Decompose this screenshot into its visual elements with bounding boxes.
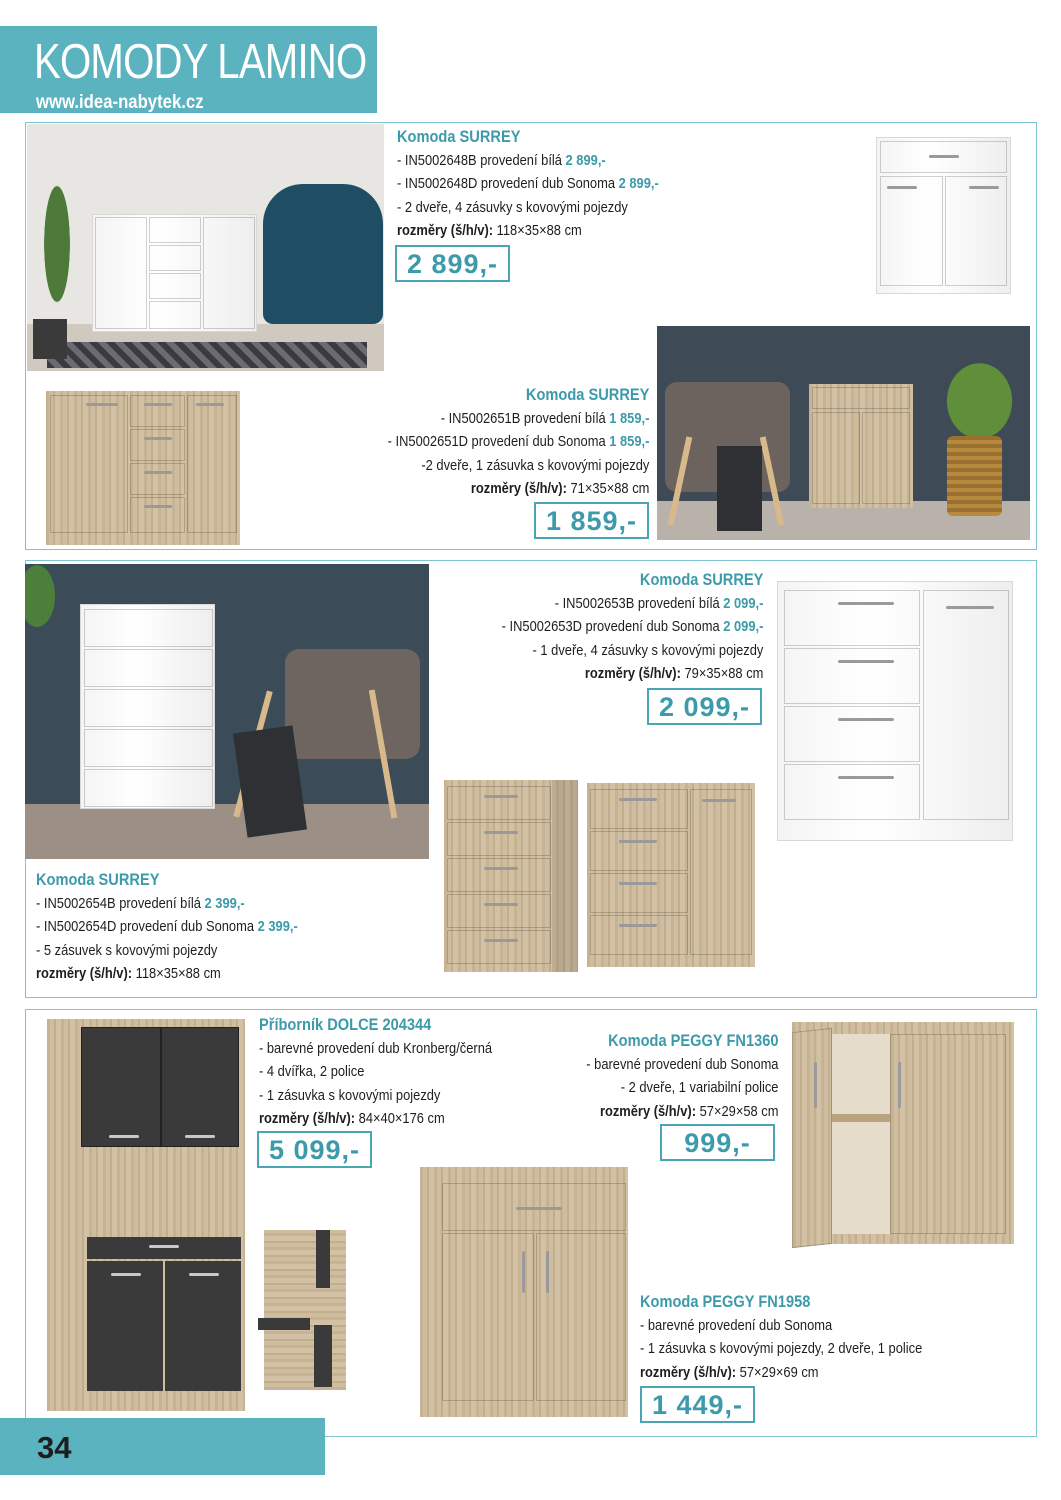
product-image-peggy-fn1360 bbox=[792, 1022, 1014, 1244]
product-image-surrey-79-oak bbox=[587, 783, 755, 967]
variant-price: 2 099,- bbox=[722, 594, 763, 612]
variant-price: 2 899,- bbox=[565, 151, 606, 169]
page-number: 34 bbox=[37, 1430, 72, 1465]
product-info-peggy-fn1360 bbox=[555, 1029, 778, 1123]
product-title: Komoda PEGGY FN1360 bbox=[607, 1031, 778, 1050]
product-feature: - 2 dveře, 4 zásuvky s kovovými pojezdy bbox=[397, 198, 628, 216]
variant-oak: - IN5002648D provedení dub Sonoma 2 899,- bbox=[397, 175, 659, 192]
variant-white: - IN5002648B provedení bílá 2 899,- bbox=[397, 151, 606, 169]
product-title: Komoda SURREY bbox=[525, 385, 649, 404]
variant-price: 2 399,- bbox=[257, 918, 298, 935]
product-info-surrey-79 bbox=[459, 568, 763, 686]
product-feature: - barevné provedení dub Kronberg/černá bbox=[259, 1039, 493, 1057]
product-dimensions: rozměry (š/h/v): 71×35×88 cm bbox=[470, 480, 649, 497]
product-feature: - barevné provedení dub Sonoma bbox=[585, 1055, 778, 1073]
variant-oak: - IN5002653D provedení dub Sonoma 2 099,- bbox=[501, 618, 763, 635]
variant-price: 2 899,- bbox=[618, 175, 659, 192]
product-dimensions: rozměry (š/h/v): 57×29×58 cm bbox=[599, 1102, 778, 1120]
room-photo-surrey-5drawer bbox=[25, 564, 429, 859]
variant-white: - IN5002651B provedení bílá 1 859,- bbox=[440, 409, 649, 427]
product-info-dolce bbox=[259, 1013, 530, 1131]
product-image-peggy-fn1958 bbox=[420, 1167, 628, 1417]
product-feature: - 1 zásuvka s kovovými pojezdy bbox=[259, 1086, 441, 1104]
product-dimensions: rozměry (š/h/v): 118×35×88 cm bbox=[36, 965, 221, 982]
product-dimensions: rozměry (š/h/v): 84×40×176 cm bbox=[259, 1110, 445, 1127]
product-feature: - 4 dvířka, 2 police bbox=[259, 1063, 365, 1080]
product-feature: - 1 zásuvka s kovovými pojezdy, 2 dveře, 1 police bbox=[640, 1340, 923, 1357]
variant-white: - IN5002653B provedení bílá 2 099,- bbox=[554, 594, 763, 612]
variant-price: 1 859,- bbox=[608, 409, 649, 427]
price-box-dolce: 5 099,- bbox=[257, 1131, 372, 1168]
room-photo-surrey-118 bbox=[27, 124, 384, 371]
page-title: KOMODY LAMINO bbox=[34, 35, 367, 89]
price-box-peggy-fn1958: 1 449,- bbox=[640, 1386, 755, 1423]
product-title: Komoda SURREY bbox=[36, 870, 160, 889]
variant-price: 2 099,- bbox=[722, 618, 763, 635]
product-dimensions: rozměry (š/h/v): 57×29×69 cm bbox=[640, 1363, 819, 1381]
room-photo-surrey-71 bbox=[657, 326, 1030, 540]
product-image-surrey-79-white bbox=[777, 581, 1013, 841]
variant-oak: - IN5002654D provedení dub Sonoma 2 399,- bbox=[36, 918, 298, 935]
variant-white: - IN5002654B provedení bílá 2 399,- bbox=[36, 894, 245, 912]
product-title: Komoda SURREY bbox=[397, 127, 521, 146]
product-image-surrey-118-oak bbox=[46, 391, 240, 545]
product-image-dolce-open bbox=[264, 1230, 346, 1390]
variant-price: 2 399,- bbox=[204, 894, 245, 912]
product-title: Komoda PEGGY FN1958 bbox=[640, 1292, 811, 1311]
product-title: Příborník DOLCE 204344 bbox=[259, 1015, 432, 1034]
variant-price: 1 859,- bbox=[608, 433, 649, 450]
product-info-peggy-fn1958 bbox=[640, 1290, 968, 1384]
product-feature: - 2 dveře, 1 variabilní police bbox=[620, 1079, 778, 1096]
product-image-surrey-71-white bbox=[876, 137, 1011, 294]
product-feature: - 5 zásuvek s kovovými pojezdy bbox=[36, 941, 218, 959]
product-image-dolce bbox=[47, 1019, 245, 1411]
product-info-surrey-71 bbox=[345, 383, 649, 501]
product-feature: -2 dveře, 1 zásuvka s kovovými pojezdy bbox=[420, 456, 649, 474]
product-feature: - barevné provedení dub Sonoma bbox=[640, 1316, 833, 1334]
product-image-surrey-5drawer-oak bbox=[444, 780, 578, 972]
price-box-surrey-118: 2 899,- bbox=[395, 245, 510, 282]
product-dimensions: rozměry (š/h/v): 118×35×88 cm bbox=[397, 222, 582, 239]
product-title: Komoda SURREY bbox=[639, 570, 763, 589]
product-info-surrey-118 bbox=[397, 125, 701, 243]
price-box-surrey-71: 1 859,- bbox=[534, 502, 649, 539]
price-box-peggy-fn1360: 999,- bbox=[660, 1124, 775, 1161]
variant-oak: - IN5002651D provedení dub Sonoma 1 859,- bbox=[387, 433, 649, 450]
website-url[interactable]: www.idea-nabytek.cz bbox=[36, 92, 204, 113]
product-feature: - 1 dveře, 4 zásuvky s kovovými pojezdy bbox=[532, 641, 763, 659]
price-box-surrey-79: 2 099,- bbox=[647, 688, 762, 725]
product-info-surrey-5drawer bbox=[36, 868, 340, 986]
product-dimensions: rozměry (š/h/v): 79×35×88 cm bbox=[584, 665, 763, 682]
